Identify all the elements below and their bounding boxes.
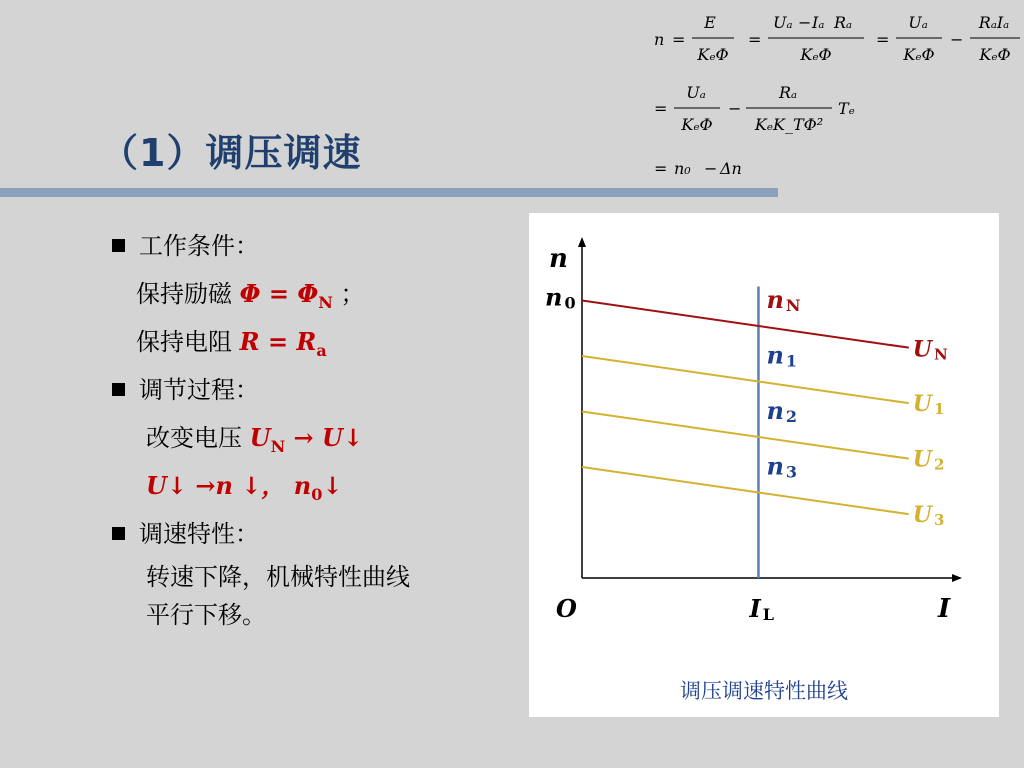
eq-KePhi: KₑΦ (979, 45, 1011, 64)
series-line-2 (582, 412, 909, 459)
eq-Te: Tₑ (838, 99, 855, 118)
il-label: I L (749, 594, 774, 624)
eq-Ua: Uₐ (686, 83, 706, 102)
point-label-0: n N (766, 284, 801, 315)
eq-sign: = (654, 99, 668, 118)
eq-Ra: Rₐ (834, 13, 853, 32)
eq-n: n (654, 30, 665, 49)
series-line-0 (582, 301, 909, 348)
series-label-2: U 2 (912, 446, 945, 474)
series-label-0: U N (912, 336, 948, 364)
eq-minus: − (950, 30, 964, 49)
x-axis-label: I (938, 594, 951, 624)
process-voltage-change: 改变电压 $U_N$ → U↓ (146, 423, 364, 456)
x-axis-arrow (952, 574, 962, 582)
characteristic-desc-2: 平行下移。 (146, 601, 266, 629)
n0-label: n 0 (545, 282, 576, 313)
eq-Ua: Uₐ (908, 13, 928, 32)
series-label-3: U 3 (912, 502, 945, 530)
eq-sign: = (748, 30, 762, 49)
characteristic-desc-1: 转速下降，机械特性曲线 (146, 563, 410, 591)
resistance-equation: $R = R_a$ (239, 327, 327, 360)
speed-characteristic-chart (529, 213, 999, 717)
y-axis-arrow (578, 237, 586, 247)
eq-KePhi: KₑΦ (697, 45, 729, 64)
bullet-square-icon (112, 527, 125, 540)
chart-caption: 调压调速特性曲线 (680, 679, 848, 703)
chart-panel (529, 213, 999, 717)
process-speed-drop (112, 462, 532, 510)
eq-sign: = (672, 30, 686, 49)
bullet-list (112, 222, 532, 634)
condition-flux: 保持励磁 $\Phi = \Phi_N$ ； (136, 279, 365, 312)
eq-KeKTPhi2: KₑK_TΦ² (754, 115, 824, 134)
speed-drop-expression: U↓ →n ↓， $n_0↓$ (146, 471, 343, 504)
eq-KePhi: KₑΦ (903, 45, 935, 64)
eq-dn: Δn (720, 159, 742, 178)
eq-sign: = (654, 159, 668, 178)
point-label-3: n 3 (766, 451, 798, 482)
bullet-speed-characteristics: 调速特性： (112, 510, 532, 558)
slide-title: （1）调压调速 (100, 131, 362, 175)
bullet-square-icon (112, 239, 125, 252)
eq-minus: − (798, 13, 812, 32)
eq-KePhi: KₑΦ (681, 115, 713, 134)
voltage-change-expression: $U_N$ → U↓ (249, 423, 364, 456)
eq-Ra: Rₐ (778, 83, 798, 102)
eq-minus: − (704, 159, 718, 178)
condition-resistance: 保持电阻 $R = R_a$ (136, 327, 327, 360)
eq-Ua: Uₐ (773, 13, 793, 32)
point-label-1: n 1 (766, 340, 798, 371)
eq-E: E (704, 13, 716, 32)
eq-sign: = (876, 30, 890, 49)
y-axis-label: n (549, 244, 568, 274)
flux-equation: $\Phi = \Phi_N$ (239, 279, 333, 312)
eq-minus: − (728, 99, 742, 118)
eq-KePhi: KₑΦ (800, 45, 832, 64)
eq-RaIa: RₐIₐ (978, 13, 1010, 32)
eq-IaRa: Iₐ (812, 13, 825, 32)
series-label-1: U 1 (912, 391, 945, 419)
eq-n0: n₀ (674, 159, 691, 178)
origin-label: O (556, 594, 577, 623)
series-line-3 (582, 467, 909, 514)
speed-equation (648, 4, 1024, 190)
bullet-working-conditions: 工作条件： (112, 222, 532, 270)
series-line-1 (582, 356, 909, 403)
bullet-square-icon (112, 383, 125, 396)
bullet-adjust-process: 调节过程： (112, 366, 532, 414)
point-label-2: n 2 (766, 395, 798, 426)
